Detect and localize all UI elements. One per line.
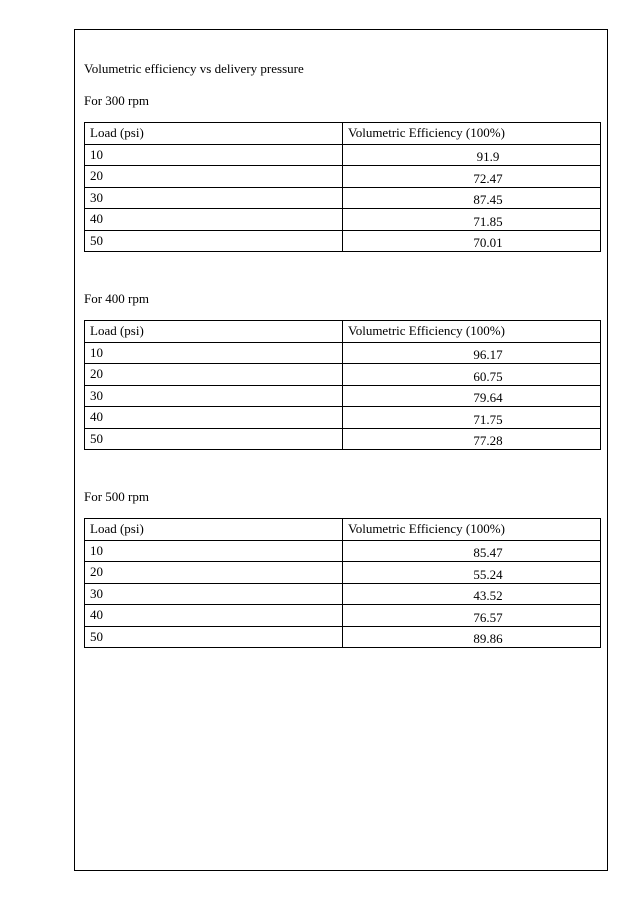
column-header-efficiency: Volumetric Efficiency (100%) <box>343 321 601 343</box>
table-row <box>85 428 601 450</box>
load-cell: 10 <box>85 144 343 166</box>
table-row <box>85 166 601 188</box>
load-cell: 50 <box>85 626 343 648</box>
efficiency-cell: 60.75 <box>343 364 601 386</box>
table-header-row <box>85 123 601 145</box>
load-cell: 20 <box>85 562 343 584</box>
load-cell: 20 <box>85 364 343 386</box>
column-header-efficiency: Volumetric Efficiency (100%) <box>343 519 601 541</box>
column-header-load: Load (psi) <box>85 519 343 541</box>
table-row <box>85 385 601 407</box>
efficiency-cell: 87.45 <box>343 187 601 209</box>
efficiency-cell: 76.57 <box>343 605 601 627</box>
table-row <box>85 583 601 605</box>
efficiency-cell: 85.47 <box>343 540 601 562</box>
column-header-load: Load (psi) <box>85 123 343 145</box>
load-cell: 30 <box>85 385 343 407</box>
efficiency-table-300rpm <box>84 122 601 252</box>
efficiency-cell: 55.24 <box>343 562 601 584</box>
table-header-row <box>85 321 601 343</box>
load-cell: 40 <box>85 407 343 429</box>
table-row <box>85 605 601 627</box>
column-header-load: Load (psi) <box>85 321 343 343</box>
efficiency-table-400rpm <box>84 320 601 450</box>
efficiency-cell: 91.9 <box>343 144 601 166</box>
load-cell: 40 <box>85 605 343 627</box>
section-heading-500rpm: For 500 rpm <box>84 489 149 504</box>
efficiency-cell: 96.17 <box>343 342 601 364</box>
load-cell: 50 <box>85 230 343 252</box>
table-row <box>85 144 601 166</box>
column-header-efficiency: Volumetric Efficiency (100%) <box>343 123 601 145</box>
load-cell: 30 <box>85 583 343 605</box>
table-row <box>85 626 601 648</box>
table-header-row <box>85 519 601 541</box>
efficiency-cell: 70.01 <box>343 230 601 252</box>
document-title: Volumetric efficiency vs delivery pressure <box>84 61 304 76</box>
efficiency-cell: 72.47 <box>343 166 601 188</box>
efficiency-cell: 43.52 <box>343 583 601 605</box>
load-cell: 10 <box>85 342 343 364</box>
efficiency-table-500rpm <box>84 518 601 648</box>
table-row <box>85 230 601 252</box>
table-row <box>85 407 601 429</box>
efficiency-cell: 71.85 <box>343 209 601 231</box>
table-row <box>85 187 601 209</box>
load-cell: 10 <box>85 540 343 562</box>
load-cell: 50 <box>85 428 343 450</box>
efficiency-cell: 79.64 <box>343 385 601 407</box>
efficiency-cell: 71.75 <box>343 407 601 429</box>
efficiency-cell: 77.28 <box>343 428 601 450</box>
load-cell: 30 <box>85 187 343 209</box>
table-row <box>85 540 601 562</box>
load-cell: 40 <box>85 209 343 231</box>
table-row <box>85 562 601 584</box>
table-row <box>85 209 601 231</box>
table-row <box>85 364 601 386</box>
efficiency-cell: 89.86 <box>343 626 601 648</box>
load-cell: 20 <box>85 166 343 188</box>
section-heading-400rpm: For 400 rpm <box>84 291 149 306</box>
table-row <box>85 342 601 364</box>
section-heading-300rpm: For 300 rpm <box>84 93 149 108</box>
